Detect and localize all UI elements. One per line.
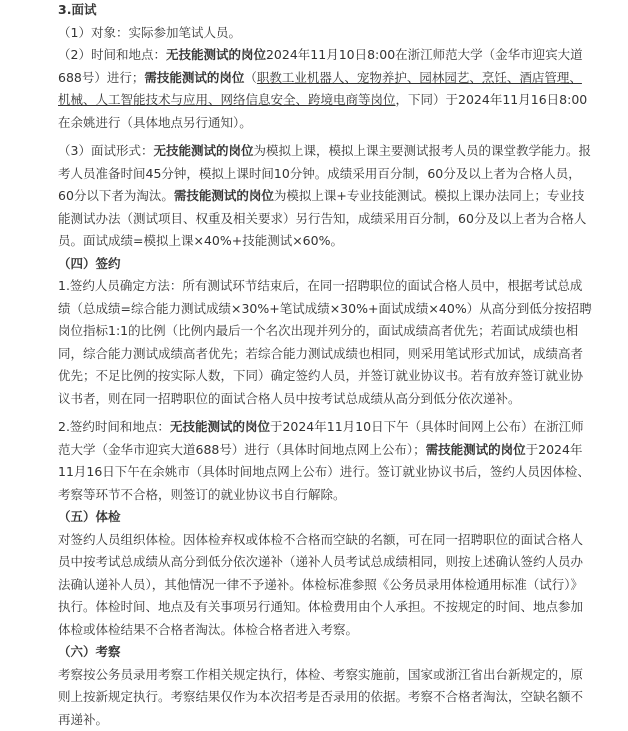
section-4-item-2 (32, 416, 594, 506)
section-3-item-3 (32, 140, 594, 253)
sign-skill-label: 需技能测试的岗位 (426, 442, 526, 457)
item-2-paren-open: （ (244, 70, 257, 85)
item-3-skill-label: 需技能测试的岗位 (174, 188, 274, 203)
item-2-no-skill-label: 无技能测试的岗位 (166, 47, 266, 62)
sign-item-2-tail: 于2024年11月16日下午在余姚市（具体时间地点网上公布）进行。签订就业协议书后，签约人员因体检、考察等环节不合格，则签订的就业协议书自行解除。 (58, 442, 590, 502)
item-2-prefix: （2）时间和地点： (58, 47, 166, 62)
section-6-body: 考察按公务员录用考察工作相关规定执行，体检、考察实施前，国家或浙江省出台新规定的，原则上按新规定执行。考察结果仅作为本次招考是否录用的依据。考察不合格者淘汰，空缺名额不再递补。 (32, 664, 594, 731)
item-3-prefix: （3）面试形式： (58, 143, 153, 158)
sign-item-2-prefix: 2.签约时间和地点： (58, 419, 170, 434)
item-3-no-skill-text: 为模拟上课，模拟上课主要测试报考人员的课堂教学能力。报考人员准备时间45分钟，模拟上课时间10分钟。成绩采用百分制，60分及以上者为合格人员，60分以下者为淘汰。 (58, 143, 591, 203)
section-3-heading: 3.面试 (32, 0, 594, 22)
item-2-tail: 于2024年11月16日8:00在余姚进行（具体地点另行通知）。 (58, 92, 587, 130)
section-5-heading: （五）体检 (32, 506, 594, 529)
item-3-no-skill-label: 无技能测试的岗位 (153, 143, 253, 158)
item-2-skill-posts: 职教工业机器人、宠物养护、园林园艺、烹饪、酒店管理、机械、人工智能技术与应用、网络信息安全、跨境电商等岗位 (58, 70, 582, 108)
section-4-item-1: 1.签约人员确定方法：所有测试环节结束后，在同一招聘职位的面试合格人员中，根据考试总成绩（总成绩=综合能力测试成绩×30%+笔试成绩×30%+面试成绩×40%）从高分到低分按招聘岗位指标1:1的比例（比例内最后一个名次出现并列分的，面试成绩高者优先；若面试成绩也相同，综合能力测试成绩高者优先；若综合能力测试成绩也相同，则采用笔试形式加试，成绩高者优先；不足比例的按实际人数，下同）确定签约人员，并签订就业协议书。若有放弃签订就业协议书者，则在同一招聘职位的面试合格人员中按考试总成绩从高分到低分依次递补。 (32, 275, 594, 410)
section-3-item-2 (32, 44, 594, 134)
item-3-tail: 为模拟上课+专业技能测试。模拟上课办法同上；专业技能测试办法（测试项目、权重及相关要求）另行告知，成绩采用百分制，60分及以上者为合格人员。面试成绩=模拟上课×40%+技能测试×60%。 (58, 188, 586, 248)
section-4-heading: （四）签约 (32, 253, 594, 276)
item-2-no-skill-text: 2024年11月10日8:00在浙江师范大学（金华市迎宾大道688号）进行； (58, 47, 583, 85)
item-2-paren-close: ，下同） (396, 92, 446, 107)
sign-no-skill-text: 于2024年11月10日下午（具体时间网上公布）在浙江师范大学（金华市迎宾大道688号）进行（具体时间地点网上公布）； (58, 419, 584, 457)
sign-no-skill-label: 无技能测试的岗位 (170, 419, 270, 434)
section-5-body: 对签约人员组织体检。因体检弃权或体检不合格而空缺的名额，可在同一招聘职位的面试合格人员中按考试总成绩从高分到低分依次递补（递补人员考试总成绩相同，则按上述确认签约人员办法确认递补人员），其他情况一律不予递补。体检标准参照《公务员录用体检通用标准（试行）》执行。体检时间、地点及有关事项另行通知。体检费用由个人承担。不按规定的时间、地点参加体检或体检结果不合格者淘汰。体检合格者进入考察。 (32, 529, 594, 642)
section-6-heading: （六）考察 (32, 641, 594, 664)
item-2-skill-label: 需技能测试的岗位 (144, 70, 244, 85)
section-3-item-1: （1）对象：实际参加笔试人员。 (32, 22, 594, 45)
